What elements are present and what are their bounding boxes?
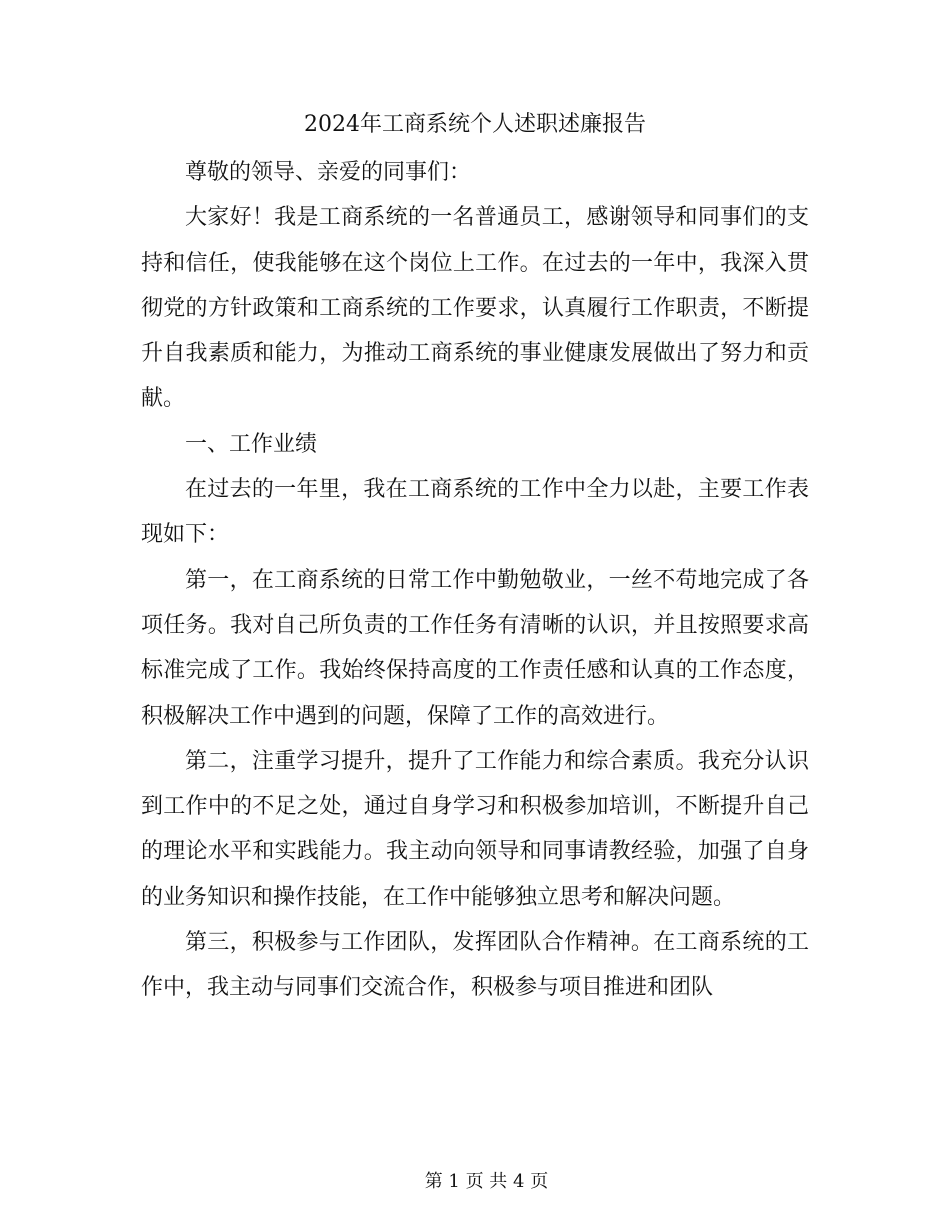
salutation-paragraph: 尊敬的领导、亲爱的同事们：: [185, 160, 472, 185]
second-point-paragraph: 第二，注重学习提升，提升了工作能力和综合素质。我充分认识到工作中的不足之处，通过自身学习和积极参加培训，不断提升自己的理论水平和实践能力。我主动向领导和同事请教经验，加强了自身的业务知识和操作技能，在工作中能够独立思考和解决问题。: [141, 748, 809, 910]
intro-paragraph: 大家好！我是工商系统的一名普通员工，感谢领导和同事们的支持和信任，使我能够在这个岗位上工作。在过去的一年中，我深入贯彻党的方针政策和工商系统的工作要求，认真履行工作职责，不断提升自我素质和能力，为推动工商系统的事业健康发展做出了努力和贡献。: [141, 205, 809, 412]
page-footer: [0, 1146, 950, 1218]
document-title: 2024年工商系统个人述职述廉报告: [304, 112, 646, 137]
document-body: [141, 100, 809, 1011]
section-intro-paragraph: 在过去的一年里，我在工商系统的工作中全力以赴，主要工作表现如下：: [141, 477, 809, 548]
third-point-paragraph: 第三，积极参与工作团队，发挥团队合作精神。在工商系统的工作中，我主动与同事们交流合作，积极参与项目推进和团队: [141, 930, 809, 1001]
first-point-paragraph: 第一，在工商系统的日常工作中勤勉敬业，一丝不苟地完成了各项任务。我对自己所负责的工作任务有清晰的认识，并且按照要求高标准完成了工作。我始终保持高度的工作责任感和认真的工作态度，积极解决工作中遇到的问题，保障了工作的高效进行。: [141, 567, 809, 729]
page-number: 第 1 页 共 4 页: [424, 1171, 549, 1192]
section-heading: 一、工作业绩: [185, 431, 318, 457]
